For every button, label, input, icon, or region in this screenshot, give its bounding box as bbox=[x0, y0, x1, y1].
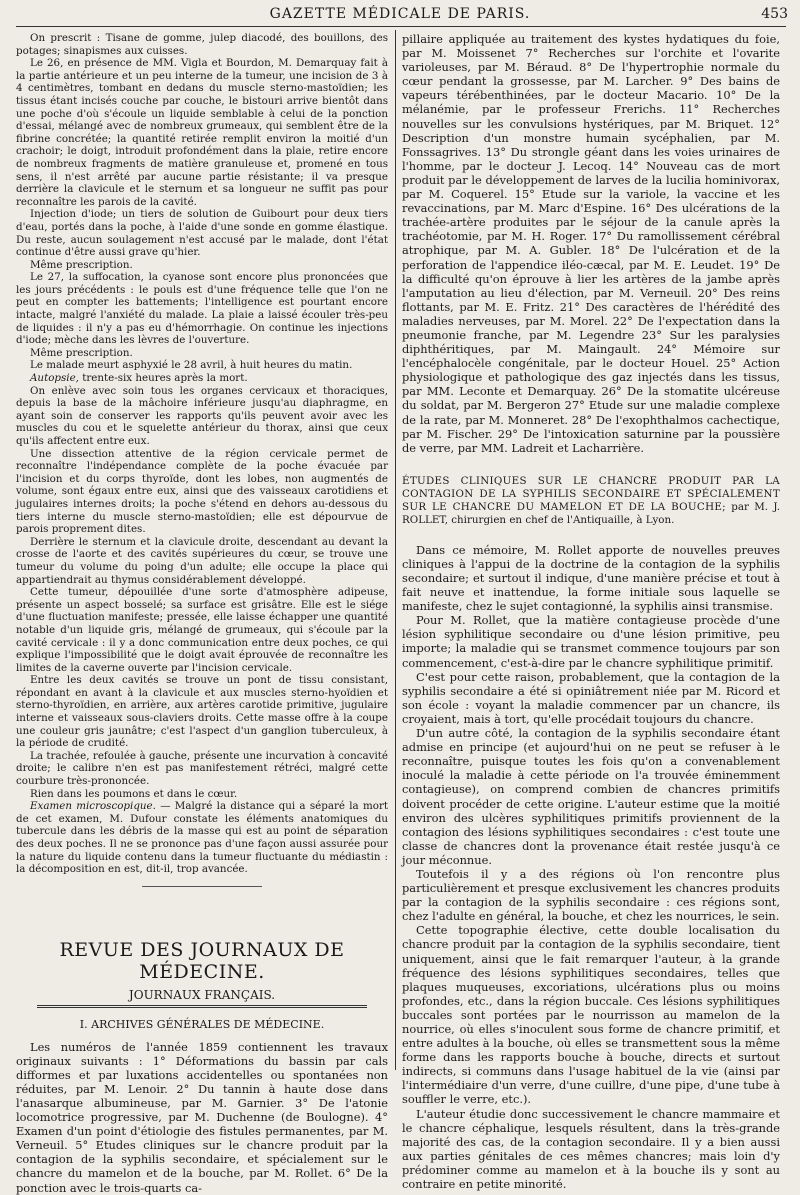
left-column bbox=[16, 32, 388, 1195]
section-title: REVUE DES JOURNAUX DE MÉDECINE. bbox=[59, 938, 345, 983]
examen-label: Examen microscopique. bbox=[30, 800, 156, 813]
page-number: 453 bbox=[761, 6, 788, 22]
paragraph: Entre les deux cavités se trouve un pont de tissu consistant, répondant en avant à la clavicule et aux muscles sterno-hyoïdien et sterno-thyroïdien, en arrière, aux artères carotide primitive, jugulaire interne et vaisseaux sous-claviers droits. Cette masse offre à la coupe une couleur gris jaunâtre; c'est l'aspect d'un ganglion tuberculeux, à la période de crudité. bbox=[16, 674, 388, 750]
page-header bbox=[0, 0, 800, 26]
paragraph: La trachée, refoulée à gauche, présente une incurvation à concavité droite; le calibre n'en est pas manifestement rétréci, malgré cette courbure très-prononcée. bbox=[16, 749, 388, 788]
paragraph: Dans ce mémoire, M. Rollet apporte de nouvelles preuves cliniques à l'appui de la doctrine de la contagion de la syphilis secondaire; et surtout il indique, d'une manière précise et tout à fait neuve et inattendue, la forme initiale sous laquelle se manifeste, chez le sujet contagionné, la syphilis ainsi transmise. bbox=[402, 542, 780, 614]
paragraph: C'est pour cette raison, probablement, que la contagion de la syphilis secondaire a été si opiniâtrement niée par M. Ricord et son école : voyant la maladie commencer par un chancre, ils croyaient, mais à tort, qu'elle procédait toujours du chancre. bbox=[402, 669, 780, 726]
paragraph: Une dissection attentive de la région cervicale permet de reconnaître l'indépendance complète de la poche évacuée par l'incision et du corps thyroïde, dont les lobes, non augmentés de volume, sont égaux entre eux, ainsi que des vaisseaux carotidiens et jugulaires internes droits; la poche s'étend en dehors au-dessous du tiers interne du muscle sterno-mastoïdien; elle est dépourvue de parois proprement dites. bbox=[16, 447, 388, 536]
journal-title: GAZETTE MÉDICALE DE PARIS. bbox=[269, 6, 531, 22]
etudes-author: par M. J. ROLLET, chirurgien en chef de l'Antiquaille, à Lyon. bbox=[402, 500, 780, 526]
examen-paragraph bbox=[16, 800, 388, 876]
paragraph: On enlève avec soin tous les organes cervicaux et thoraciques, depuis la base de la mâchoire inférieure jusqu'au diaphragme, en ayant soin de conserver les rapports qu'ils peuvent avoir avec les muscles du cou et le squelette antérieur du thorax, ainsi que ceux qu'ils affectent entre eux. bbox=[16, 384, 388, 447]
paragraph: Le 26, en présence de MM. Vigla et Bourdon, M. Demarquay fait à la partie antérieure et un peu interne de la tumeur, une incision de 3 à 4 centimètres, tombant en dedans du muscle sterno-mastoïdien; les tissus étant incisés couche par couche, le bistouri arrive bientôt dans une poche d'où s'écoule un liquide semblable à celui de la ponction d'essai, mélangé avec de nombreux grumeaux, qui semblent être de la fibrine concrétée; la quantité retirée remplit environ la moitié d'un crachoir; le doigt, introduit profondément dans la plaie, retire encore de nombreux fragments de matière granuleuse et, promené en tous sens, il n'est arrêté par aucune partie résistante; il va presque derrière la clavicule et le sternum et sa longueur ne suffit pas pour reconnaître les parois de la cavité. bbox=[16, 57, 388, 208]
etudes-heading: ÉTUDES CLINIQUES SUR LE CHANCRE PRODUIT PAR LA CONTAGION DE LA SYPHILIS SECONDAIRE ET SPÉCIALEMENT SUR LE CHANCRE DU MAMELON ET DE LA BOUCHE; bbox=[402, 474, 780, 513]
paragraph: Cette topographie élective, cette double localisation du chancre produit par la contagion de la syphilis secondaire, tient uniquement, ainsi que le fait remarquer l'auteur, à la grande fréquence des lésions syphilitiques secondaires, telles que plaques muqueuses, excoriations, ulcérations plus ou moins profondes, etc., dans la région buccale. Ces lésions syphilitiques buccales sont portées par le nourrisson au mamelon de la nourrice, où elles s'inoculent sous forme de chancre primitif, et entre adultes à la bouche, où elles se transmettent sous la même forme dans les rapports bouche à bouche, directs et surtout indirects, si communs dans l'usage habituel de la vie (ainsi par l'intermédiaire d'un verre, d'une cuillre, d'une pipe, d'une tube à souffler le verre, etc.). bbox=[402, 923, 780, 1107]
header-rule bbox=[16, 26, 786, 27]
paragraph: Même prescription. bbox=[30, 346, 133, 359]
subtitle-rule bbox=[37, 1005, 367, 1008]
paragraph: Injection d'iode; un tiers de solution de Guibourt pour deux tiers d'eau, portés dans la poche, à l'aide d'une sonde en gomme élastique. Du reste, aucun soulagement n'est accusé par le malade, dont l'état continue d'être aussi grave qu'hier. bbox=[16, 208, 388, 259]
examen-text: — Malgré la distance qui a séparé la mort de cet examen, M. Dufour constate les éléments anatomiques du tubercule dans les débris de la masse qui est au point de séparation des deux poches. Il ne se prononce pas d'une façon aussi assurée pour la nature du liquide contenu dans la tumeur fluctuante du médiastin : la décomposition en est, dit-il, trop avancée. bbox=[16, 800, 388, 876]
paragraph: Pour M. Rollet, que la matière contagieuse procède d'une lésion syphilitique secondaire ou d'une lésion primitive, peu importe; la maladie qui se transmet commence toujours par son commencement, c'est-à-dire par le chancre syphilitique primitif. bbox=[402, 613, 780, 670]
column-divider bbox=[395, 30, 396, 1070]
paragraph: Derrière le sternum et la clavicule droite, descendant au devant la crosse de l'aorte et des cavités supérieures du cœur, se trouve une tumeur du volume du poing d'un adulte; elle occupe la place qui appartiendrait au thymus considérablement développé. bbox=[16, 535, 388, 586]
paragraph: L'auteur étudie donc successivement le chancre mammaire et le chancre céphalique, lesquels résultent, dans la très-grande majorité des cas, de la contagion secondaire. Il y a bien aussi aux parties génitales de ces mêmes chancres; mais loin d'y prédominer comme au mamelon et à la bouche ils y sont au contraire en petite minorité. bbox=[402, 1106, 780, 1192]
autopsie-paragraph bbox=[16, 372, 388, 385]
paragraph: Le malade meurt asphyxié le 28 avril, à huit heures du matin. bbox=[30, 359, 353, 372]
archives-paragraph: Les numéros de l'année 1859 contiennent les travaux originaux suivants : 1° Déformations du bassin par cals difformes et par luxations accidentelles ou spontanées non réduites, par M. Lenoir. 2° Du tannin à haute dose dans l'anasarque albumineuse, par M. Garnier. 3° De l'atonie locomotrice progressive, par M. Duchenne (de Boulogne). 4° Examen d'un point d'étiologie des fistules permanentes, par M. Verneuil. 5° Etudes cliniques sur le chancre produit par la contagion de la syphilis secondaire, et spécialement sur le chancre du mamelon et de la bouche, par M. Rollet. 6° De la ponction avec le trois-quarts ca- bbox=[16, 1039, 388, 1195]
paragraph: On prescrit : Tisane de gomme, julep diacodé, des bouillons, des potages; sinapismes aux cuisses. bbox=[16, 32, 388, 57]
section-separator bbox=[142, 886, 262, 887]
paragraph: Même prescription. bbox=[30, 258, 133, 271]
etudes-heading-block bbox=[402, 475, 780, 527]
right-column bbox=[402, 32, 780, 1191]
paragraph: Le 27, la suffocation, la cyanose sont encore plus prononcées que les jours précédents : le pouls est d'une fréquence telle que l'on ne peut en compter les battements; l'intelligence est pourtant encore intacte, malgré l'anxiété du malade. La plaie a laissé écouler très-peu de liquides : il n'y a pas eu d'hémorrhagie. On continue les injections d'iode; mèche dans les lèvres de l'ouverture. bbox=[16, 271, 388, 347]
archives-list-continued: pillaire appliquée au traitement des kystes hydatiques du foie, par M. Moissenet 7° Recherches sur l'orchite et l'ovarite varioleuses, par M. Béraud. 8° De l'hypertrophie normale du cœur pendant la grossesse, par M. Larcher. 9° Des bains de vapeurs térébenthinées, par le docteur Macario. 10° De la mélanémie, par le professeur Frerichs. 11° Recherches nouvelles sur les convulsions hystériques, par M. Briquet. 12° Description d'un monstre humain sycéphalien, par M. Fonssagrives. 13° Du strongle géant dans les voies urinaires de l'homme, par le docteur J. Lecoq. 14° Nouveau cas de mort produit par le développement de larves de la lucilia hominivorax, par M. Coquerel. 15° Etude sur la variole, la vaccine et les revaccinations, par M. Marc d'Espine. 16° Des ulcérations de la trachée-artère produites par le séjour de la canule après la trachéotomie, par M. H. Roger. 17° Du ramollissement cérébral atrophique, par M. A. Gubler. 18° De l'ulcération et de la perforation de l'appendice iléo-cæcal, par M. E. Leudet. 19° De la difficulté qu'on éprouve à lier les artères de la jambe après l'amputation au lieu d'élection, par M. Verneuil. 20° Des reins flottants, par M. E. Fritz. 21° Des caractères de l'hérédité des maladies nerveuses, par M. Morel. 22° De l'expectation dans la pneumonie franche, par M. Legendre 23° Sur les paralysies diphthéritiques, par M. Maingault. 24° Mémoire sur l'encéphalocèle congénitale, par le docteur Houel. 25° Action physiologique et pathologique des gaz injectés dans les tissus, par MM. Leconte et Demarquay. 26° De la stomatite ulcéreuse du soldat, par M. Bergeron 27° Etude sur une maladie complexe de la rate, par M. Monneret. 28° De l'exophthalmos cachectique, par M. Fischer. 29° De l'intoxication saturnine par la poussière de verre, par MM. Ladreit et Lacharrière. bbox=[402, 32, 780, 455]
section-number-heading: I. ARCHIVES GÉNÉRALES DE MÉDECINE. bbox=[79, 1017, 325, 1031]
paragraph: Toutefois il y a des régions où l'on rencontre plus particulièrement et presque exclusivement les chancres produits par la contagion de la syphilis secondaire : ces régions sont, chez l'adulte en général, la bouche, et chez les nourrices, le sein. bbox=[402, 866, 780, 924]
paragraph: Rien dans les poumons et dans le cœur. bbox=[30, 787, 238, 800]
paragraph: D'un autre côté, la contagion de la syphilis secondaire étant admise en principe (et aujourd'hui on ne peut se refuser à le reconnaître, puisque toutes les fois qu'on a convenablement inoculé la maladie à cette période on l'a trouvée éminemment contagieuse), on comprend combien de chancres primitifs doivent procéder de cette origine. L'auteur estime que la moitié environ des ulcères syphilitiques primitifs proviennent de la contagion des lésions syphilitiques secondaires : c'est toute une classe de chancres dont la provenance était restée jusqu'à ce jour méconnue. bbox=[402, 726, 780, 867]
autopsie-text: trente-six heures après la mort. bbox=[78, 372, 248, 385]
section-subtitle: JOURNAUX FRANÇAIS. bbox=[128, 987, 276, 1002]
paragraph: Cette tumeur, dépouillée d'une sorte d'atmosphère adipeuse, présente un aspect bosselé; sa surface est grisâtre. Elle est le siége d'une fluctuation manifeste; pressée, elle laisse échapper une quantité notable d'un liquide gris, mélangé de grumeaux, qui s'écoule par la cavité cervicale : il y a donc communication entre deux poches, ce qui explique l'impossibilité que le doigt avait éprouvée de reconnaître les limites de la caverne ouverte par l'incision cervicale. bbox=[16, 586, 388, 674]
autopsie-label: Autopsie, bbox=[30, 372, 79, 385]
